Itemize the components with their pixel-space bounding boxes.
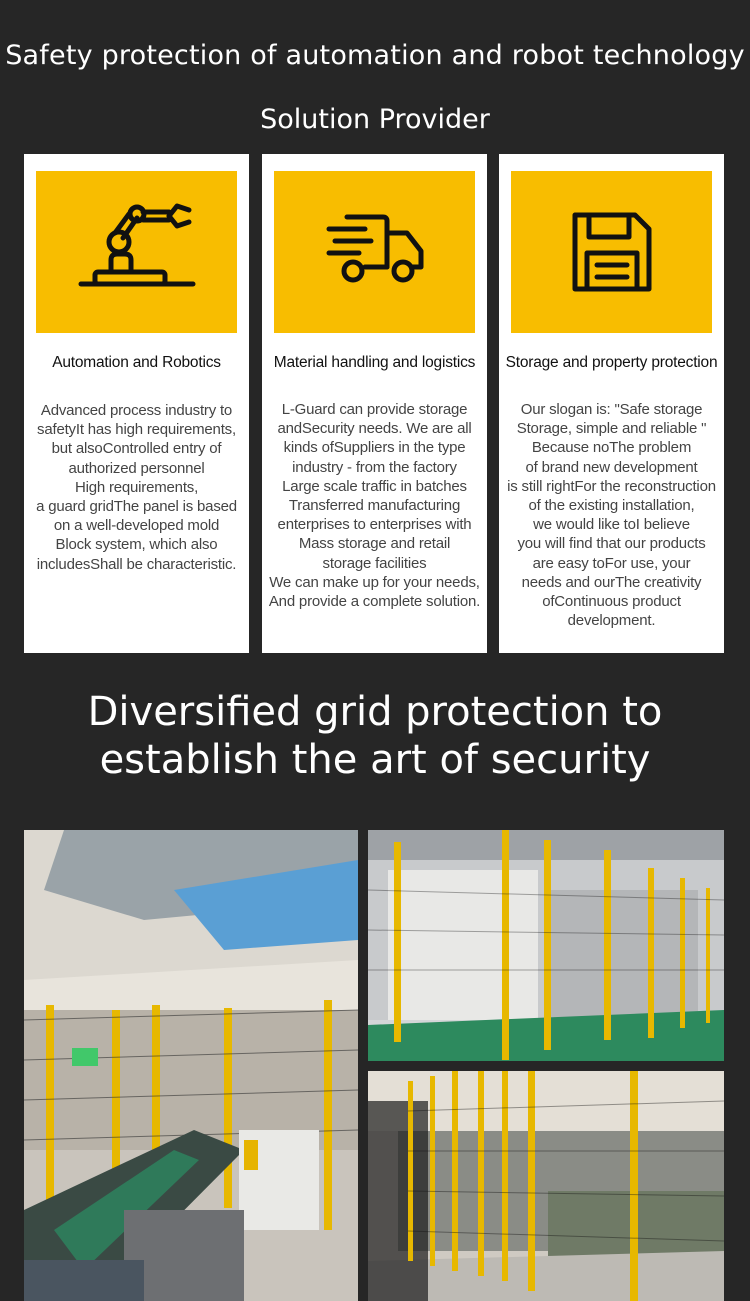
feature-card-logistics	[262, 154, 487, 653]
card-line: Storage, simple and reliable "	[516, 420, 707, 438]
card-line: Our slogan is: "Safe storage	[520, 401, 703, 418]
card-line: are easy toFor use, your	[532, 554, 691, 572]
icon-tile	[511, 171, 712, 333]
card-line: is still rightFor the reconstruction	[507, 477, 716, 495]
card-line: safetyIt has high requirements,	[37, 421, 236, 439]
card-line: authorized personnel	[68, 459, 205, 477]
card-line: but alsoControlled entry of	[51, 440, 222, 458]
section-headline	[0, 688, 750, 784]
card-line: a guard gridThe panel is based	[36, 498, 237, 516]
card-line: Because noThe problem	[531, 439, 692, 457]
card-line: Large scale traffic in batches	[282, 477, 467, 495]
photo-robot-cell	[24, 830, 358, 1301]
card-line: includesShall be characteristic.	[36, 555, 237, 573]
card-line: Mass storage and retail	[298, 535, 451, 553]
card-line: enterprises to enterprises with	[277, 516, 472, 534]
floppy-disk-icon	[567, 207, 657, 297]
card-line: Transferred manufacturing	[288, 497, 461, 515]
card-line: Advanced process industry to	[40, 402, 233, 419]
feature-card-automation	[24, 154, 249, 653]
card-line: We can make up for your needs,	[269, 573, 480, 591]
card-title: Automation and Robotics	[52, 354, 221, 371]
icon-tile	[36, 171, 237, 333]
photo-guarded-press	[368, 830, 724, 1061]
card-line: we would like toI believe	[533, 516, 690, 534]
card-body	[28, 401, 245, 574]
robot-arm-icon	[77, 202, 197, 302]
card-line: High requirements,	[74, 478, 199, 496]
card-body	[266, 400, 483, 611]
card-line: development.	[567, 612, 656, 630]
card-title: Material handling and logistics	[273, 354, 476, 371]
card-line: of the existing installation,	[528, 497, 695, 515]
card-line: kinds ofSuppliers in the type	[283, 439, 466, 457]
page-subtitle: Solution Provider	[260, 104, 490, 135]
headline-line: establish the art of security	[99, 737, 651, 783]
card-line: storage facilities	[322, 554, 427, 572]
card-body	[503, 400, 720, 630]
card-line: L-Guard can provide storage	[281, 401, 468, 418]
card-line: you will find that our products	[517, 535, 706, 553]
photo-fence-line	[368, 1071, 724, 1301]
delivery-truck-icon	[325, 207, 425, 297]
headline-line: Diversified grid protection to	[87, 689, 663, 735]
card-line: andSecurity needs. We are all	[277, 420, 472, 438]
card-line: ofContinuous product	[542, 593, 681, 611]
card-line: And provide a complete solution.	[268, 593, 481, 611]
page-title: Safety protection of automation and robot technology	[5, 40, 745, 71]
card-title: Storage and property protection	[505, 354, 718, 371]
card-line: on a well-developed mold	[53, 517, 220, 535]
card-line: needs and ourThe creativity	[521, 573, 702, 591]
feature-card-storage	[499, 154, 724, 653]
card-line: of brand new development	[525, 458, 698, 476]
card-line: industry - from the factory	[292, 458, 457, 476]
card-line: Block system, which also	[55, 536, 218, 554]
icon-tile	[274, 171, 475, 333]
